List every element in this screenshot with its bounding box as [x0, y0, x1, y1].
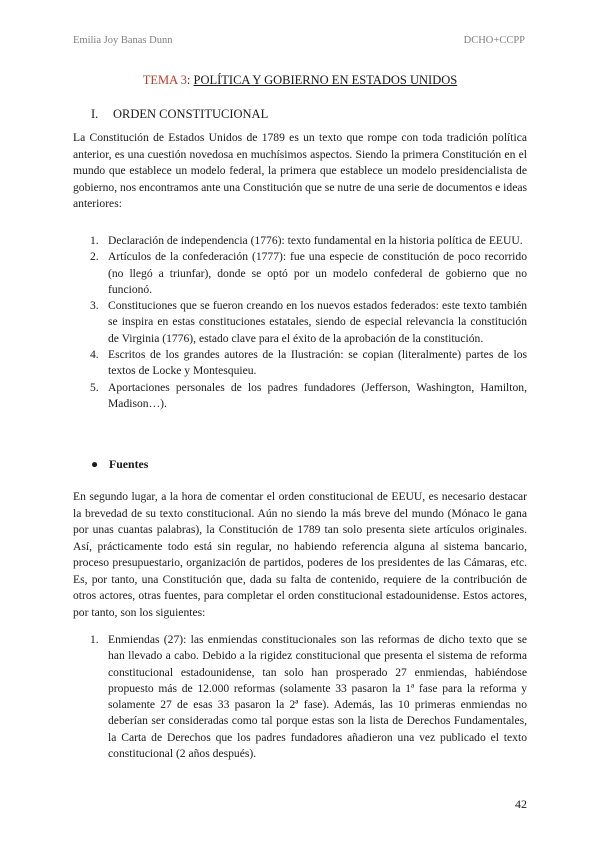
tema-label: TEMA 3: [142, 73, 187, 87]
section-heading: [91, 107, 268, 122]
list-item-number: 2.: [90, 250, 99, 264]
page-title: [0, 73, 600, 88]
header-course: DCHO+CCPP: [463, 35, 525, 46]
list-item-number: 5.: [90, 380, 99, 394]
list-item-number: 4.: [90, 348, 99, 362]
list-item-number: 1.: [90, 633, 99, 646]
list-item: [73, 298, 527, 347]
intro-paragraph: La Constitución de Estados Unidos de 1789 es un texto que rompe con toda tradición política anterior, es una cuestión novedosa en muchísimos aspectos. Siendo la primera Constitución en el mundo que establece un modelo federal, la primera que establece un modelo presidencialista de gobierno, nos encontramos ante una Constitución que se nutre de una serie de documentos e ideas anteriores:: [73, 131, 527, 210]
list-item: [73, 380, 527, 413]
header-author: Emilia Joy Banas Dunn: [73, 35, 173, 46]
list-item-text: Artículos de la confederación (1777): fue una especie de constitución de poco recorrido (no llegó a triunfar), donde se optó por un modelo confederal de gobierno que no funcionó.: [108, 250, 527, 296]
list-item: [73, 233, 527, 249]
list-item-text: Aportaciones personales de los padres fundadores (Jefferson, Washington, Hamilton, Madison…).: [108, 380, 527, 410]
fuentes-bullet: [91, 457, 148, 472]
bullet-icon: ●: [91, 457, 99, 471]
page-number: 42: [515, 797, 527, 811]
actors-list: [73, 632, 527, 762]
section-number: I.: [91, 107, 99, 121]
title-separator: :: [186, 73, 194, 87]
sources-list: [73, 233, 527, 412]
title-text: POLÍTICA Y GOBIERNO EN ESTADOS UNIDOS: [193, 73, 458, 87]
bullet-label: Fuentes: [109, 457, 149, 471]
list-item: [73, 632, 527, 762]
list-item-text: Escritos de los grandes autores de la Ilustración: se copian (literalmente) partes de los textos de Locke y Montesquieu.: [108, 348, 527, 378]
list-item-text: Enmiendas (27): las enmiendas constitucionales son las reformas de dicho texto que se han llevado a cabo. Debido a la rigidez constitucional que presenta el sistema de reforma constitucional estadounidense, tan solo han prosperado 27 enmiendas, habiéndose propuesto más de 12.000 reformas (solamente 33 pasaron la 1ª fase para la reforma y solamente 27 de esas 33 pasaron la 2ª fase). Además, las 10 primeras enmiendas no deberían ser consideradas como tal porque estas son la lista de Derechos Fundamentales, la Carta de Derechos que los padres fundadores añadieron una vez publicado el texto constitucional (2 años después).: [108, 633, 527, 761]
list-item-number: 3.: [90, 299, 99, 313]
list-item: [73, 347, 527, 380]
list-item-text: Constituciones que se fueron creando en los nuevos estados federados: este texto también se inspira en estas constituciones estatales, siendo de especial relevancia la constitución de Virginia (1776), estado clave para el éxito de la aprobación de la constitución.: [108, 299, 527, 345]
list-item: [73, 249, 527, 298]
second-paragraph: En segundo lugar, a la hora de comentar el orden constitucional de EEUU, es necesario destacar la brevedad de su texto constitucional. Aún no siendo la más breve del mundo (Mónaco le gana por unas cuantas palabras), la Constitución de 1789 tan solo presenta siete artículos originales. Así, prácticamente todo está sin regular, no habiendo referencia alguna al sistema bancario, proceso presupuestario, organización de partidos, poderes de los presidentes de las Cámaras, etc. Es, por tanto, una Constitución que, dada su falta de contenido, requiere de la contribución de otros actores, otras fuentes, para completar el orden constitucional estadounidense. Estos actores, por tanto, son los siguientes:: [73, 490, 527, 619]
list-item-number: 1.: [90, 234, 99, 247]
list-item-text: Declaración de independencia (1776): texto fundamental en la historia política de EEUU.: [108, 234, 523, 247]
section-title: ORDEN CONSTITUCIONAL: [113, 107, 269, 121]
